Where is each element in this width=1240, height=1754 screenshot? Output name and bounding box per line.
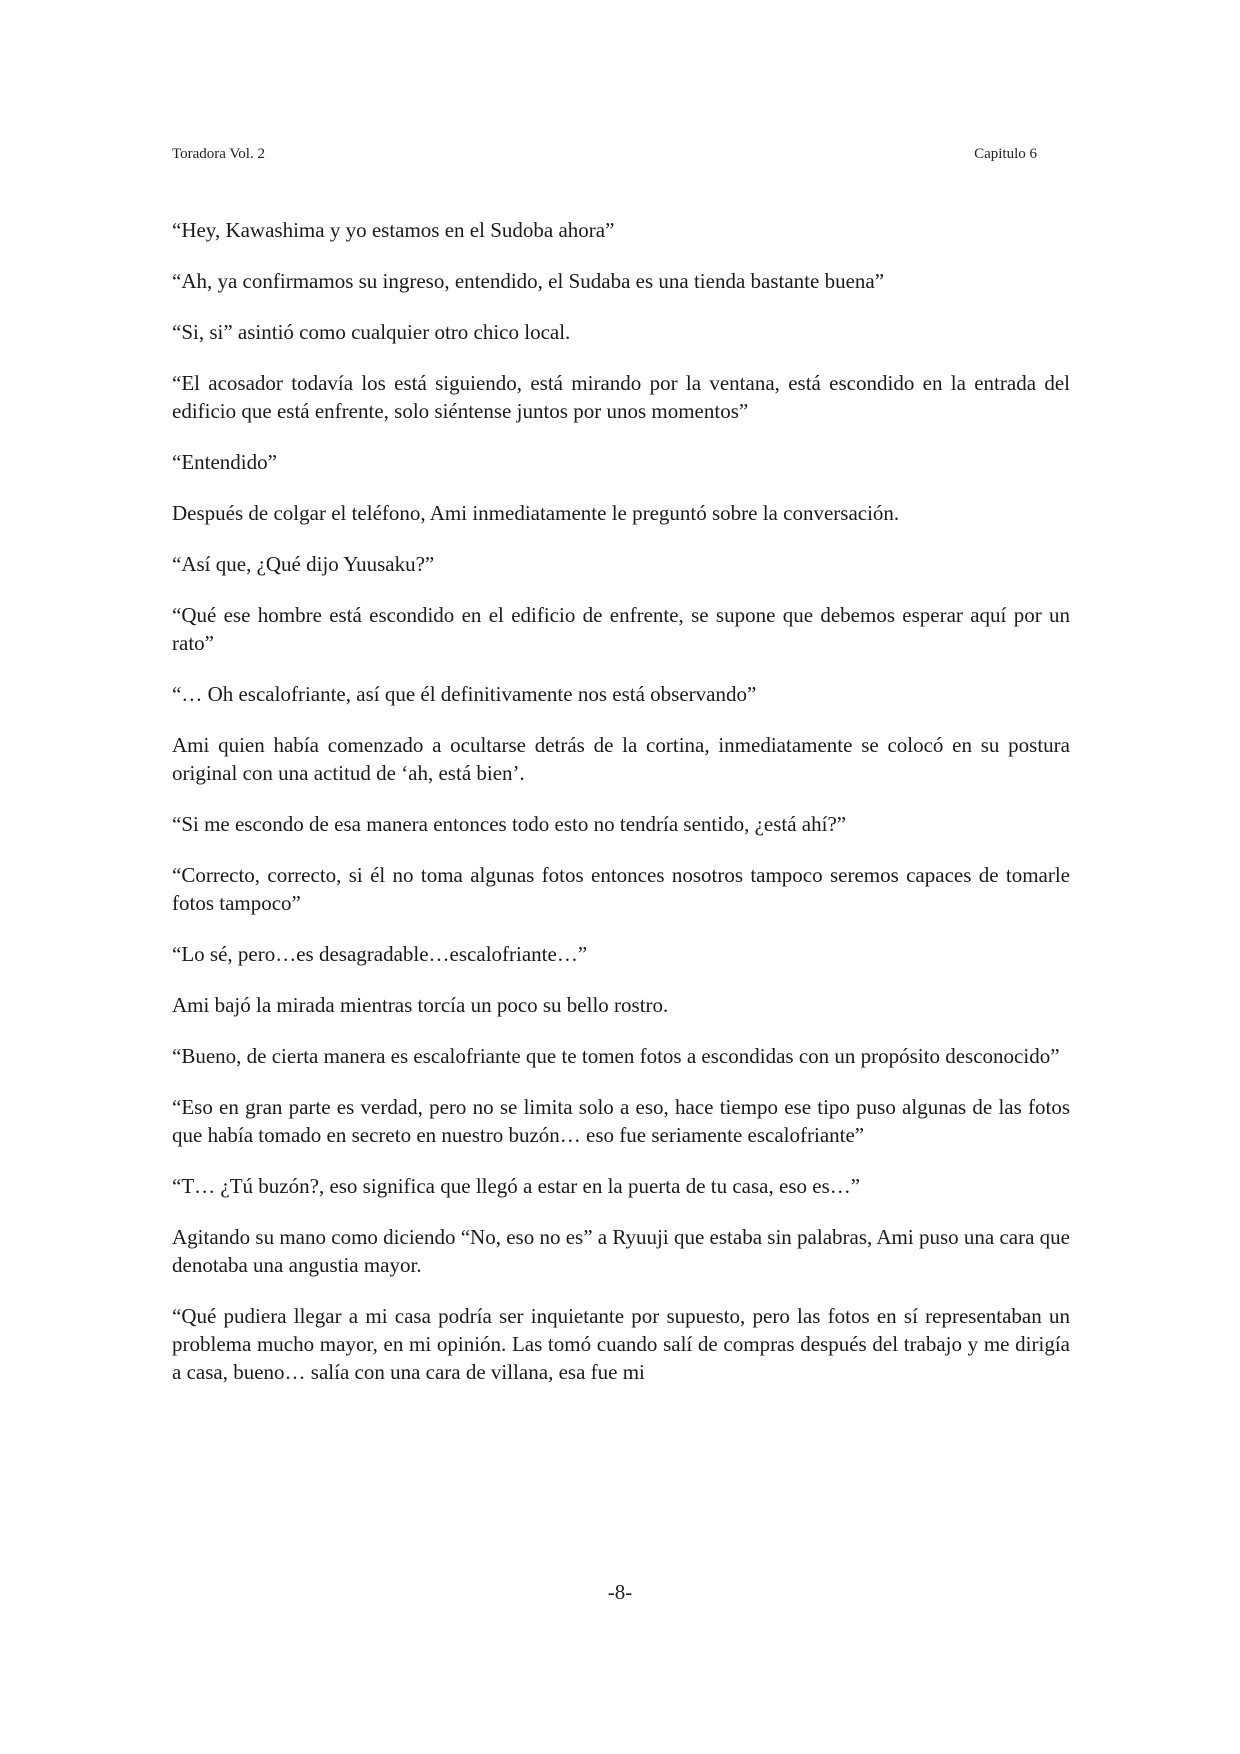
paragraph: Ami bajó la mirada mientras torcía un poco su bello rostro. [172, 993, 669, 1017]
paragraph: “Lo sé, pero…es desagradable…escalofriante…” [172, 942, 588, 966]
paragraph: “T… ¿Tú buzón?, eso significa que llegó a estar en la puerta de tu casa, eso es…” [172, 1174, 861, 1198]
paragraph: Después de colgar el teléfono, Ami inmediatamente le preguntó sobre la conversación. [172, 501, 900, 525]
paragraph: Agitando su mano como diciendo “No, eso no es” a Ryuuji que estaba sin palabras, Ami puso una cara que denotaba una angustia mayor. [172, 1225, 1070, 1277]
page-number: -8- [607, 1580, 633, 1604]
paragraph: “… Oh escalofriante, así que él definitivamente nos está observando” [172, 682, 757, 706]
body-text [172, 216, 1070, 1409]
paragraph: “El acosador todavía los está siguiendo, está mirando por la ventana, está escondido en la entrada del edificio que está enfrente, solo siéntense juntos por unos momentos” [172, 371, 1070, 423]
paragraph: “Qué ese hombre está escondido en el edificio de enfrente, se supone que debemos esperar aquí por un rato” [172, 603, 1070, 655]
running-header [172, 146, 1037, 163]
paragraph: “Si, si” asintió como cualquier otro chico local. [172, 320, 571, 344]
paragraph: Ami quien había comenzado a ocultarse detrás de la cortina, inmediatamente se colocó en su postura original con una actitud de ‘ah, está bien’. [172, 733, 1070, 785]
paragraph: “Así que, ¿Qué dijo Yuusaku?” [172, 552, 435, 576]
paragraph: “Hey, Kawashima y yo estamos en el Sudoba ahora” [172, 218, 615, 242]
header-book-title: Toradora Vol. 2 [172, 146, 265, 162]
paragraph: “Correcto, correcto, si él no toma algunas fotos entonces nosotros tampoco seremos capaces de tomarle fotos tampoco” [172, 863, 1070, 915]
paragraph: “Ah, ya confirmamos su ingreso, entendido, el Sudaba es una tienda bastante buena” [172, 269, 885, 293]
paragraph: “Entendido” [172, 450, 277, 474]
paragraph: “Bueno, de cierta manera es escalofriante que te tomen fotos a escondidas con un propósito desconocido” [172, 1044, 1060, 1068]
paragraph: “Qué pudiera llegar a mi casa podría ser inquietante por supuesto, pero las fotos en sí representaban un problema mucho mayor, en mi opinión. Las tomó cuando salí de compras después del trabajo y me dirigía a casa, bueno… salía con una cara de villana, esa fue mi [172, 1304, 1070, 1384]
paragraph: “Eso en gran parte es verdad, pero no se limita solo a eso, hace tiempo ese tipo puso algunas de las fotos que había tomado en secreto en nuestro buzón… eso fue seriamente escalofriante” [172, 1095, 1070, 1147]
paragraph: “Si me escondo de esa manera entonces todo esto no tendría sentido, ¿está ahí?” [172, 812, 847, 836]
header-chapter: Capitulo 6 [974, 146, 1037, 162]
